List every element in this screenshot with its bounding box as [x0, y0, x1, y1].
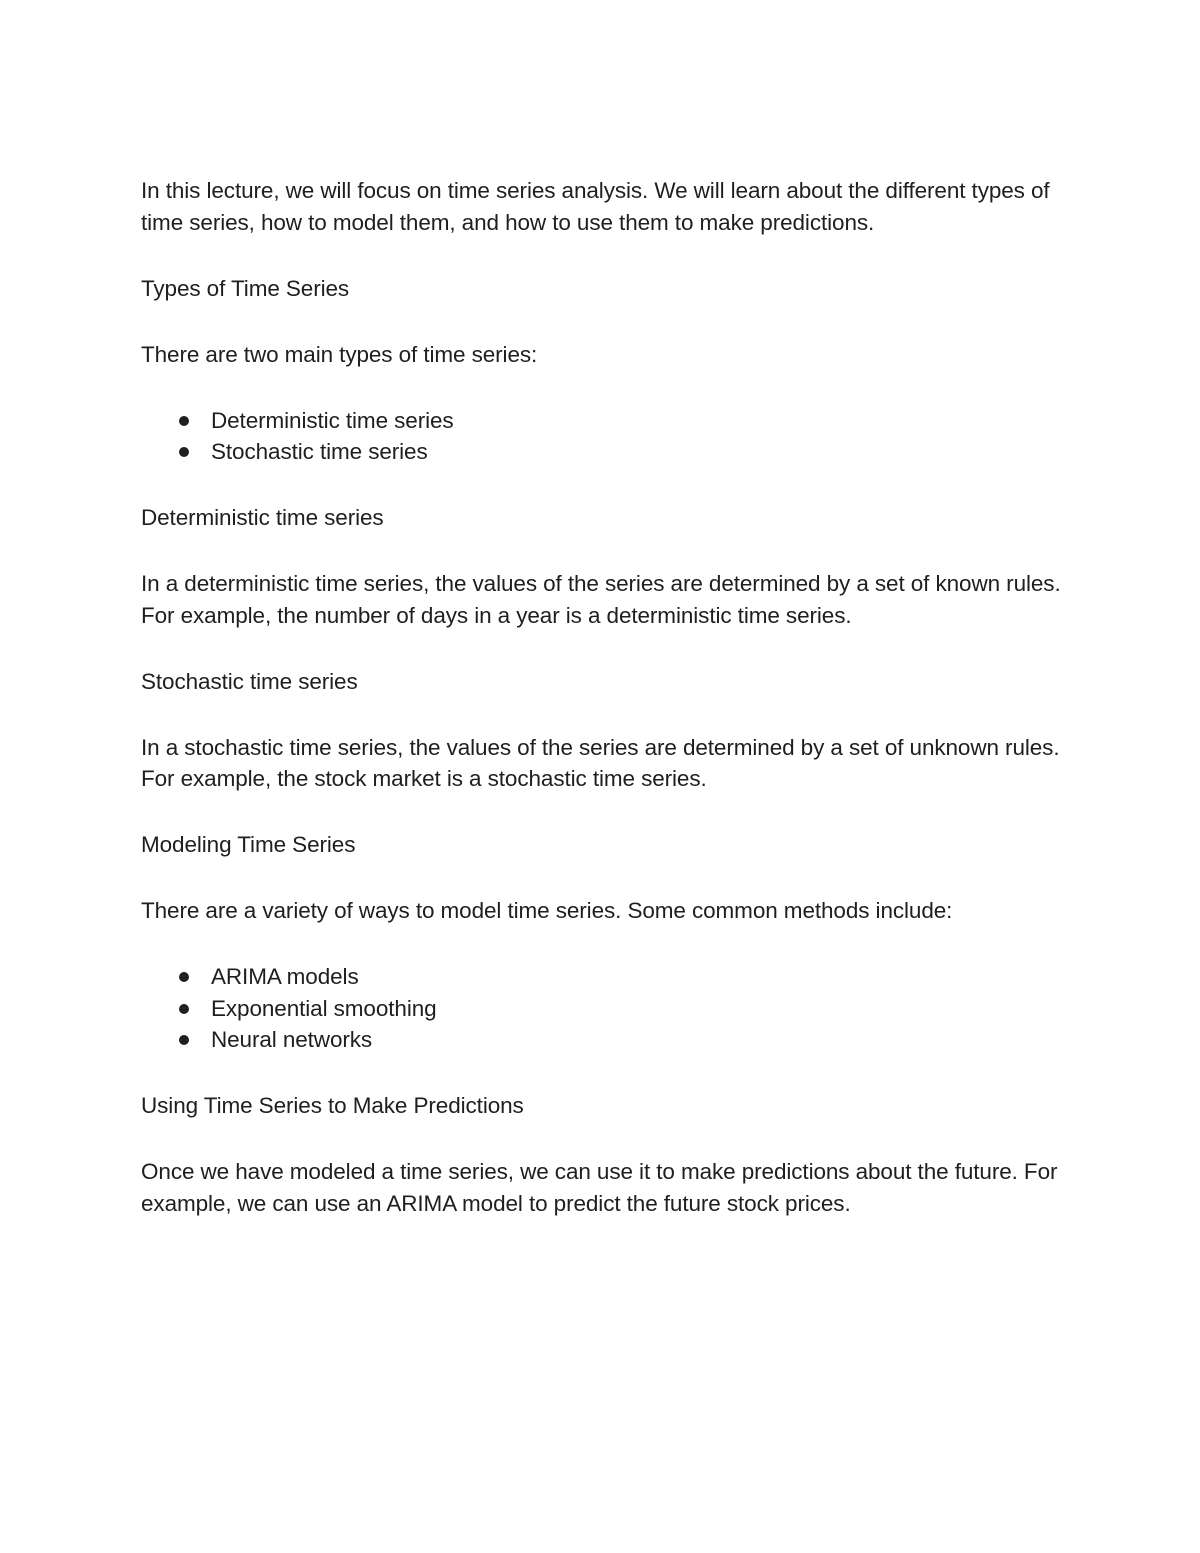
spacer [141, 304, 1071, 339]
list-item-label: Exponential smoothing [211, 995, 437, 1021]
spacer [141, 370, 1071, 405]
list-item [141, 1024, 1071, 1056]
spacer [141, 631, 1071, 666]
spacer [141, 534, 1071, 569]
predictions-heading: Using Time Series to Make Predictions [141, 1093, 524, 1118]
types-list [141, 405, 1071, 468]
bullet-icon [179, 416, 189, 426]
spacer [141, 238, 1071, 273]
document-page [141, 175, 1071, 1219]
intro-paragraph: In this lecture, we will focus on time series analysis. We will learn about the different types of time series, how to model them, and how to use them to make predictions. [141, 178, 1050, 235]
spacer [141, 1056, 1071, 1091]
deterministic-heading: Deterministic time series [141, 505, 384, 530]
spacer [141, 861, 1071, 896]
list-item-label: ARIMA models [211, 964, 359, 989]
bullet-icon [179, 972, 189, 982]
spacer [141, 795, 1071, 830]
stochastic-paragraph: In a stochastic time series, the values of the series are determined by a set of unknown rules. For example, the stock market is a stochastic time series. [141, 734, 1060, 791]
list-item-label: Stochastic time series [211, 439, 428, 464]
modeling-heading: Modeling Time Series [141, 832, 356, 857]
list-item-label: Neural networks [211, 1027, 373, 1052]
types-heading: Types of Time Series [141, 275, 350, 301]
spacer [141, 697, 1071, 732]
stochastic-heading: Stochastic time series [141, 668, 358, 694]
list-item [141, 961, 1071, 993]
list-item [141, 405, 1071, 437]
modeling-lead: There are a variety of ways to model time series. Some common methods include: [141, 898, 953, 923]
bullet-icon [179, 1035, 189, 1045]
bullet-icon [179, 1004, 189, 1014]
spacer [141, 1122, 1071, 1157]
list-item [141, 993, 1071, 1025]
bullet-icon [179, 447, 189, 457]
spacer [141, 927, 1071, 962]
types-lead: There are two main types of time series: [141, 341, 538, 367]
spacer [141, 468, 1071, 503]
predictions-paragraph: Once we have modeled a time series, we can use it to make predictions about the future. For example, we can use an ARIMA model to predict the future stock prices. [141, 1159, 1058, 1216]
deterministic-paragraph: In a deterministic time series, the values of the series are determined by a set of known rules. For example, the number of days in a year is a deterministic time series. [141, 571, 1061, 628]
methods-list [141, 961, 1071, 1056]
list-item [141, 436, 1071, 468]
list-item-label: Deterministic time series [211, 407, 454, 433]
